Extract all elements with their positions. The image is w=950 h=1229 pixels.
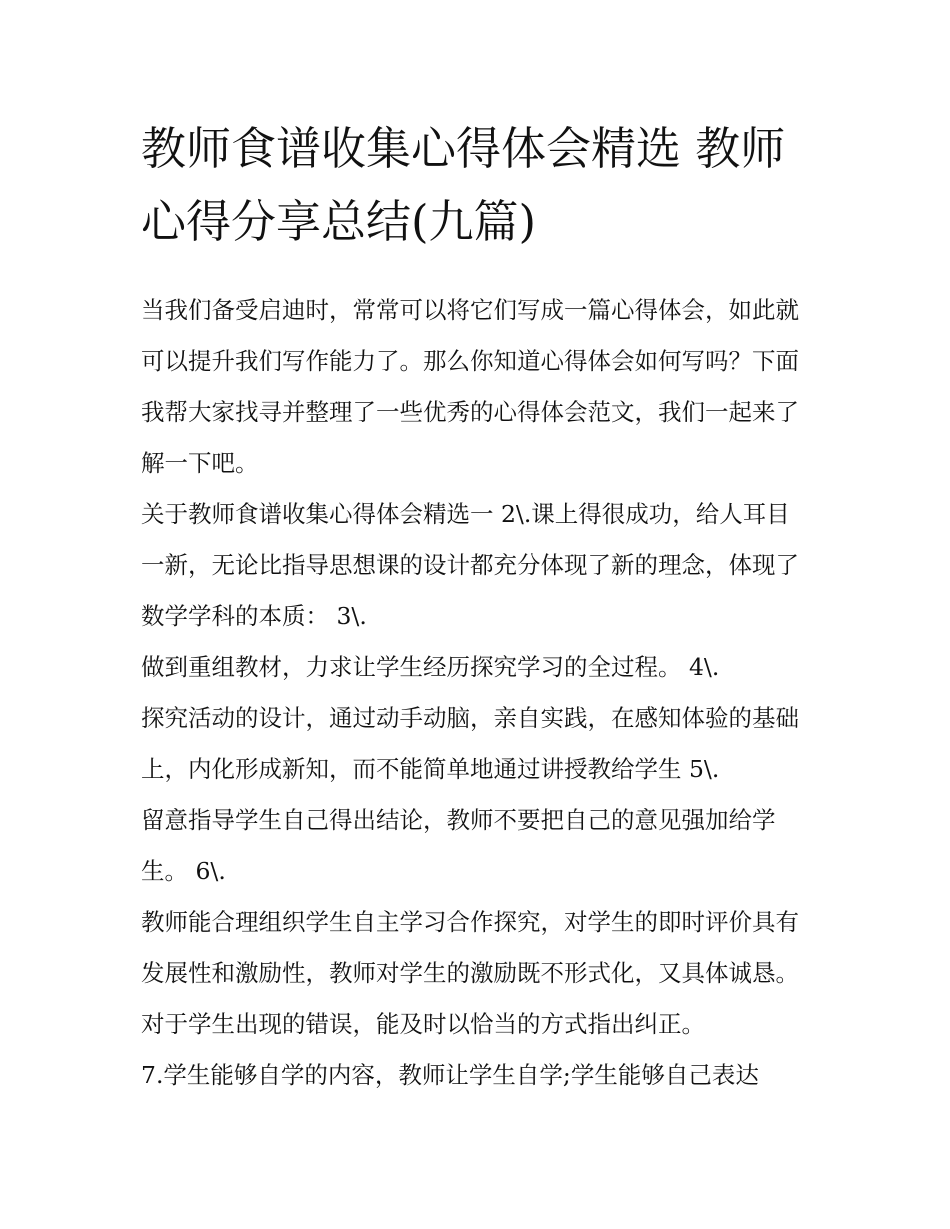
paragraph-4: 留意指导学生自己得出结论，教师不要把自己的意见强加给学生。 6\. (141, 806, 776, 885)
paragraph-6: 7.学生能够自学的内容，教师让学生自学;学生能够自己表达 (141, 1061, 759, 1089)
paragraph-5: 教师能合理组织学生自主学习合作探究，对学生的即时评价具有发展性和激励性，教师对学生的激励既不形式化，又具体诚恳。对于学生出现的错误，能及时以恰当的方式指出纠正。 (141, 908, 799, 1038)
paragraph-intro: 当我们备受启迪时，常常可以将它们写成一篇心得体会，如此就可以提升我们写作能力了。那么你知道心得体会如何写吗？下面我帮大家找寻并整理了一些优秀的心得体会范文，我们一起来了解一下吧。 (141, 296, 799, 477)
document-title: 教师食谱收集心得体会精选 教师心得分享总结(九篇) (141, 122, 786, 248)
paragraph-1: 关于教师食谱收集心得体会精选一 2\.课上得很成功，给人耳目一新，无论比指导思想课的设计都充分体现了新的理念，体现了数学学科的本质： 3\. (141, 500, 799, 630)
document-page (141, 112, 813, 1101)
paragraph-2: 做到重组教材，力求让学生经历探究学习的全过程。 4\. (141, 653, 720, 681)
paragraph-3: 探究活动的设计，通过动手动脑，亲自实践，在感知体验的基础上，内化形成新知，而不能简单地通过讲授教给学生 5\. (141, 704, 799, 783)
